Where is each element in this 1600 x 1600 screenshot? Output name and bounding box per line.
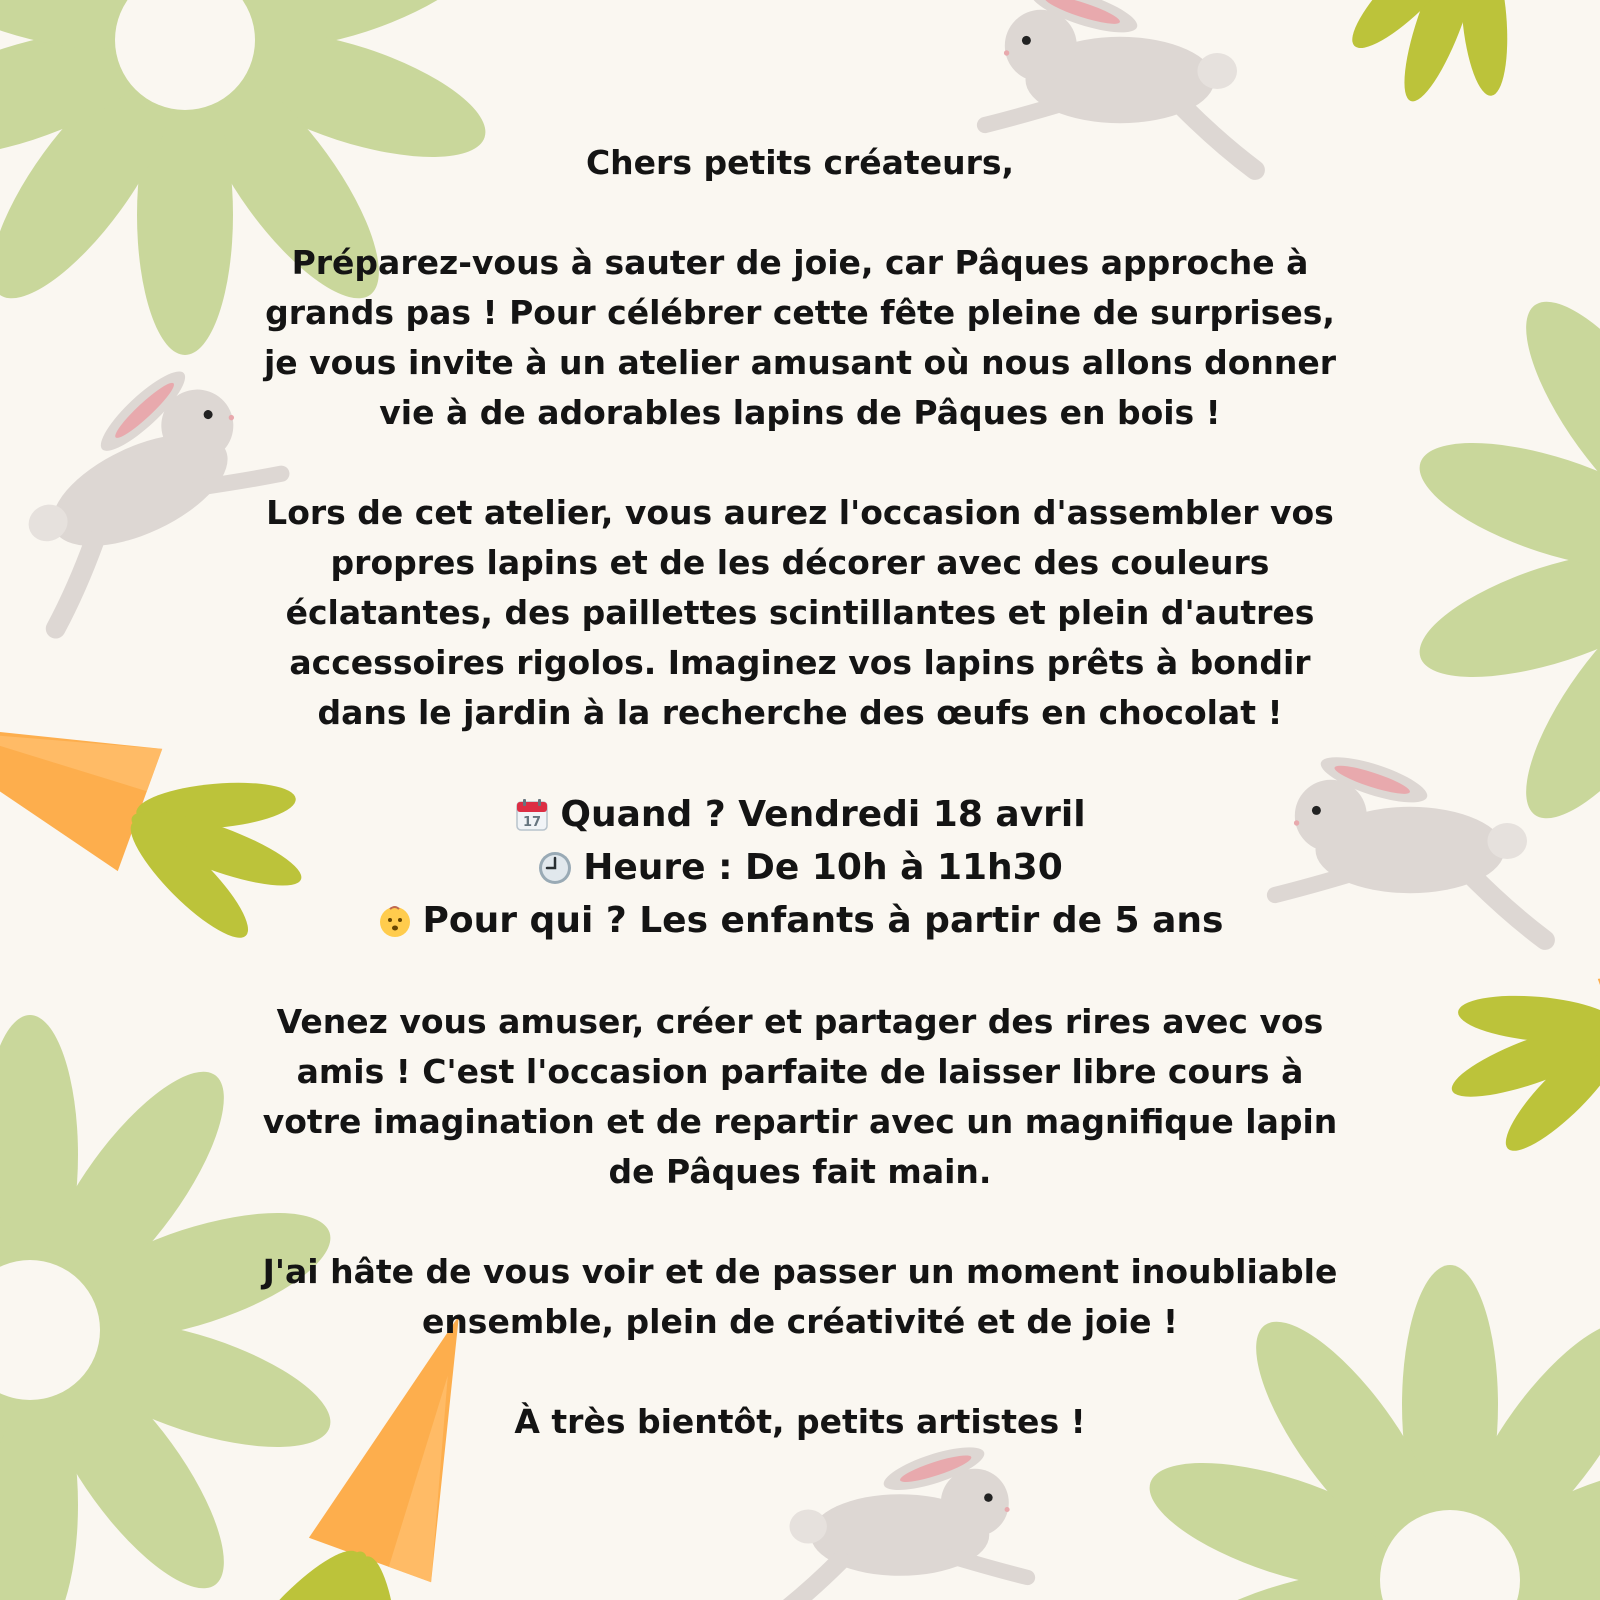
info-time-text: Heure : De 10h à 11h30	[583, 847, 1063, 888]
calendar-icon	[514, 797, 550, 833]
letter	[260, 138, 1340, 1447]
info-when-text: Quand ? Vendredi 18 avril	[560, 794, 1086, 835]
flower-icon	[1406, 245, 1600, 875]
invitation-paragraph: Venez vous amuser, créer et partager des rires avec vos amis ! C'est l'occasion parfaite de laisser libre cours à votre imagination et de repartir avec un magnifique lapin de Pâques fait main.	[262, 1002, 1338, 1191]
clock-icon	[537, 850, 573, 886]
bunny-icon	[0, 341, 300, 629]
intro-paragraph: Préparez-vous à sauter de joie, car Pâques approche à grands pas ! Pour célébrer cette fête pleine de surprises, je vous invite à un atelier amusant où nous allons donner vie à de adorables lapins de Pâques en bois !	[263, 243, 1337, 432]
info-time	[260, 841, 1340, 894]
workshop-paragraph: Lors de cet atelier, vous aurez l'occasion d'assembler vos propres lapins et de les décorer avec des couleurs éclatantes, des paillettes scintillantes et plein d'autres accessoires rigolos. Imaginez vos lapins prêts à bondir dans le jardin à la recherche des œufs en chocolat !	[266, 493, 1334, 732]
svg-text:17: 17	[523, 814, 542, 830]
closing: À très bientôt, petits artistes !	[514, 1402, 1086, 1441]
baby-face-icon	[377, 903, 413, 939]
salutation: Chers petits créateurs,	[585, 143, 1015, 182]
event-info	[260, 788, 1340, 947]
info-who-text: Pour qui ? Les enfants à partir de 5 ans	[422, 900, 1224, 941]
bunny-icon	[773, 1439, 1028, 1600]
carrot-icon	[1325, 0, 1600, 133]
info-who	[260, 894, 1340, 947]
anticipation-paragraph: J'ai hâte de vous voir et de passer un moment inoubliable ensemble, plein de créativité et de joie !	[262, 1252, 1338, 1341]
info-when	[260, 788, 1340, 841]
